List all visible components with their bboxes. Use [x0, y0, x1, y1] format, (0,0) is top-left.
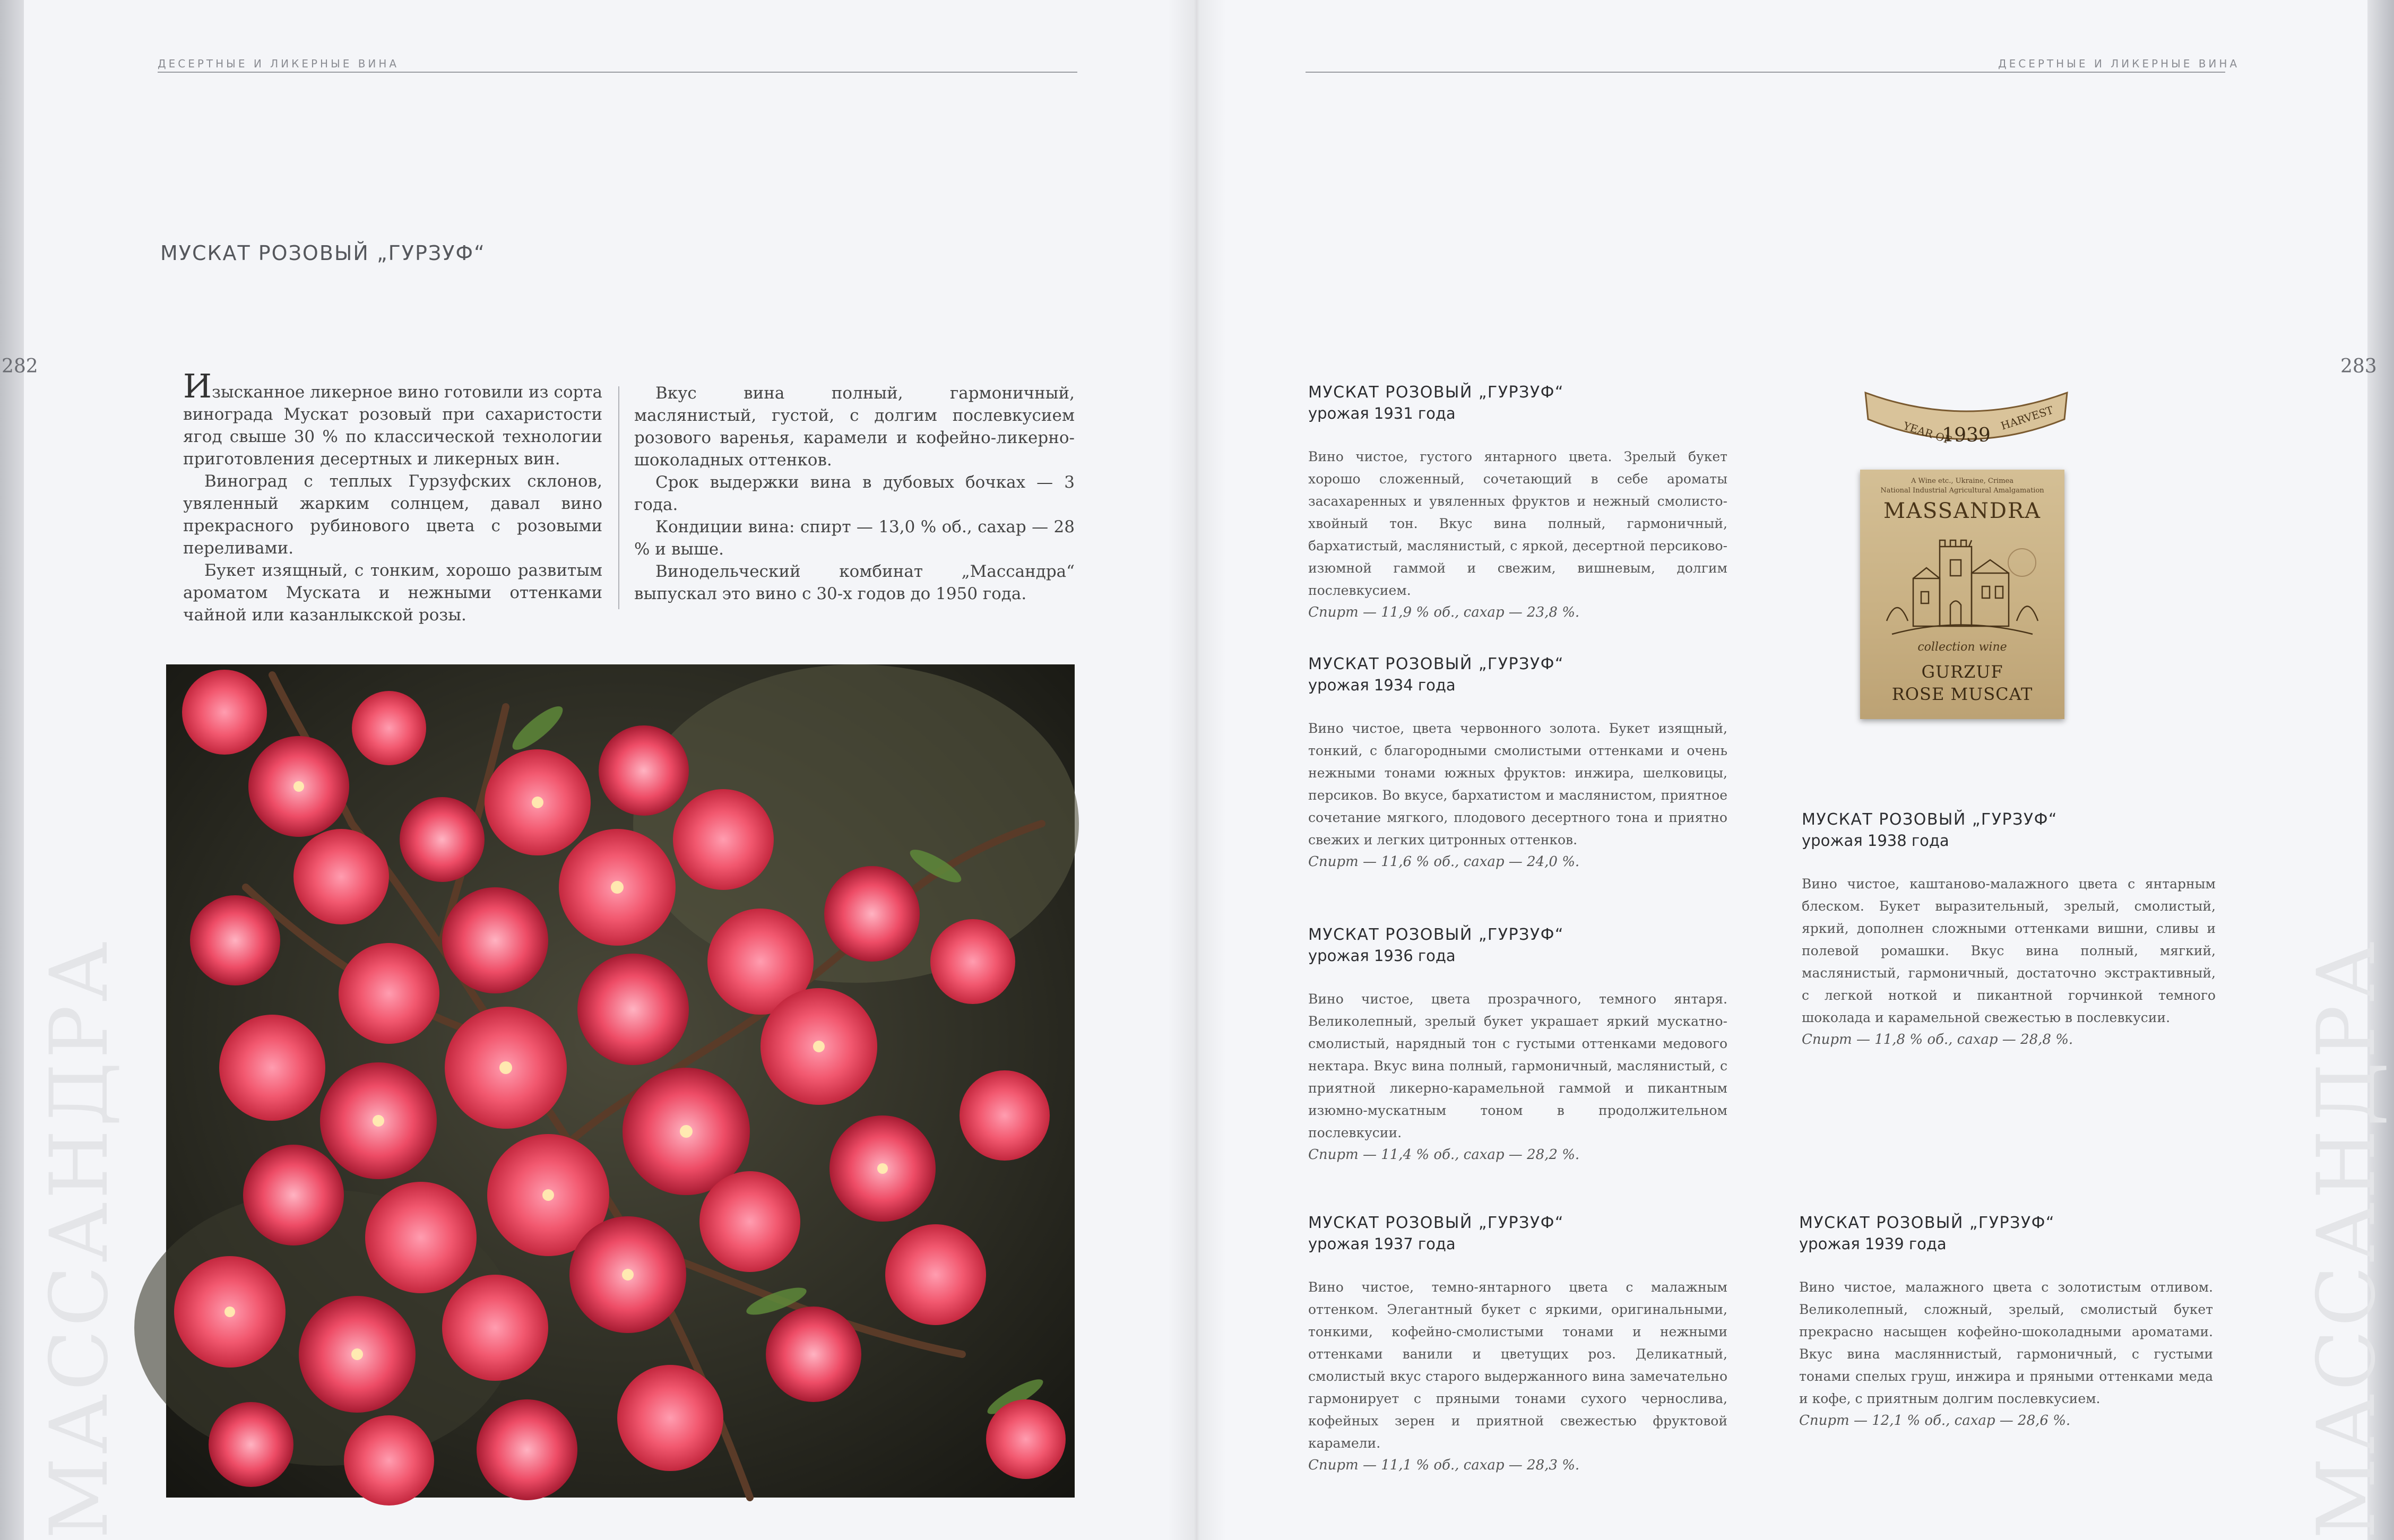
vintage-stats: Спирт — 11,9 % об., сахар — 23,8 %.: [1308, 604, 1580, 620]
vintage-stats: Спирт — 11,1 % об., сахар — 28,3 %.: [1308, 1457, 1580, 1473]
intro-paragraph-3: Букет изящный, с тонким, хорошо развитым ароматом Муската и нежными оттенками чайной или казанлыкской розы.: [183, 561, 602, 625]
column-divider: [618, 386, 619, 609]
vintage-1936: [1308, 924, 1727, 1165]
vintage-1931: [1308, 382, 1727, 623]
running-head-right: ДЕСЕРТНЫЕ И ЛИКЕРНЫЕ ВИНА: [1998, 57, 2240, 70]
dropcap: И: [183, 367, 212, 405]
vintage-title: МУСКАТ РОЗОВЫЙ „ГУРЗУФ“: [1802, 810, 2058, 829]
vintage-title: МУСКАТ РОЗОВЫЙ „ГУРЗУФ“: [1308, 925, 1564, 944]
vintage-1937: [1308, 1213, 1727, 1476]
intro-paragraph-4: Вкус вина полный, гармоничный, маслянистый, густой, с долгим послевкусием розового варенья, карамели и кофейно-ликерно-шоколадных оттенков.: [634, 384, 1075, 470]
vintage-1934: [1308, 654, 1727, 872]
label-small-text: A Wine etc., Ukraine, Crimea: [1911, 477, 2013, 485]
page-number-right: 283: [2340, 356, 2377, 377]
pink-blossom-photo: [166, 664, 1075, 1498]
vintage-stats: Спирт — 11,4 % об., сахар — 28,2 %.: [1308, 1147, 1580, 1163]
vintage-stats: Спирт — 12,1 % об., сахар — 28,6 %.: [1799, 1413, 2071, 1429]
label-small-subtext: National Industrial Agricultural Amalgamation: [1880, 487, 2044, 495]
intro-paragraph-1-text: зысканное ликерное вино готовили из сорта винограда Мускат розовый при сахаристости ягод свыше 30 % по классической технологии приготовления десертных и ликерных вин.: [183, 383, 602, 469]
vertical-title-right: МАССАНДРА: [2301, 938, 2393, 1539]
intro-paragraph-1: [183, 367, 602, 470]
right-page: [1197, 0, 2393, 1540]
intro-column-2: [634, 382, 1075, 605]
intro-paragraph-2: Виноград с теплых Гурзуфских склонов, увяленный жарким солнцем, давал вино прекрасного рубинового цвета с розовыми переливами.: [183, 472, 602, 558]
vintage-year: урожая 1939 года: [1799, 1235, 1947, 1253]
ribbon-year: 1939: [1942, 425, 1991, 446]
vintage-title: МУСКАТ РОЗОВЫЙ „ГУРЗУФ“: [1799, 1214, 2055, 1232]
intro-paragraph-5: Срок выдержки вина в дубовых бочках — 3 года.: [634, 473, 1075, 514]
vintage-description: Вино чистое, темно-янтарного цвета с малажным оттенком. Элегантный букет с яркими, оригинальными, тонкими, кофейно-смолистыми тонами и нежными оттенками ванили и цветущих роз. Деликатный, смолистый вкус старого выдержанного вина замечательно гармонирует с пряными тонами сухого чернослива, кофейных зерен и приятной свежестью фруктовой карамели.: [1308, 1279, 1727, 1451]
vertical-title-left: МАССАНДРА: [33, 938, 126, 1539]
ribbon-harvest: HARVEST: [1999, 403, 2055, 432]
intro-column-1: [183, 367, 602, 626]
section-title: МУСКАТ РОЗОВЫЙ „ГУРЗУФ“: [160, 241, 486, 265]
year-ribbon-label: [1860, 382, 2072, 462]
vintage-description: Вино чистое, малажного цвета с золотистым отливом. Великолепный, сложный, зрелый, смолистый букет прекрасно насыщен кофейно-шоколадными ароматами. Вкус вина масляннистый, гармоничный, с густыми тонами спелых груш, инжира и пряными оттенками меда и кофе, с приятным долгим послевкусием.: [1799, 1279, 2213, 1406]
label-name-rose-muscat: ROSE MUSCAT: [1891, 684, 2033, 704]
vintage-1938: [1802, 809, 2216, 1050]
vintage-1939: [1799, 1213, 2213, 1431]
label-brand: MASSANDRA: [1883, 499, 2041, 523]
vintage-title: МУСКАТ РОЗОВЫЙ „ГУРЗУФ“: [1308, 1214, 1564, 1232]
header-rule-left: [158, 72, 1077, 73]
vintage-year: урожая 1938 года: [1802, 832, 1949, 850]
vintage-year: урожая 1937 года: [1308, 1235, 1456, 1253]
intro-paragraph-7: Винодельческий комбинат „Массандра“ выпускал это вино с 30-х годов до 1950 года.: [634, 562, 1075, 603]
castle-engraving-icon: [1881, 531, 2043, 637]
page-number-left: 282: [2, 356, 38, 377]
vintage-description: Вино чистое, каштаново-малажного цвета с янтарным блеском. Букет выразительный, зрелый, смолистый, яркий, дополнен сложными оттенками вишни, сливы и полевой ромашки. Вкус вина полный, мягкий, маслянистый, гармоничный, достаточно экстрактивный, с легкой ноткой и пикантной горчинкой темного шоколада и карамельной свежестью в послевкусии.: [1802, 876, 2216, 1025]
left-book-edge: [0, 0, 24, 1540]
vintage-year: урожая 1936 года: [1308, 947, 1456, 965]
vintage-year: урожая 1931 года: [1308, 404, 1456, 422]
vintage-title: МУСКАТ РОЗОВЫЙ „ГУРЗУФ“: [1308, 383, 1564, 402]
vintage-stats: Спирт — 11,6 % об., сахар — 24,0 %.: [1308, 854, 1580, 870]
vintage-description: Вино чистое, цвета прозрачного, темного янтаря. Великолепный, зрелый букет украшает яркий мускатно-смолистый, нарядный тон с густыми оттенками медового нектара. Вкус вина полный, гармоничный, маслянистый, с приятной ликерно-карамельной гаммой и пикантным изюмно-мускатным тоном в продолжительном послевкусии.: [1308, 991, 1727, 1140]
massandra-bottle-label: [1860, 470, 2064, 719]
vintage-year: урожая 1934 года: [1308, 676, 1456, 694]
vintage-description: Вино чистое, цвета червонного золота. Букет изящный, тонкий, с благородными смолистыми оттенками и очень нежными тонами южных фруктов: инжира, шелковицы, персиков. Во вкусе, бархатистом и маслянистом, приятное сочетание мягкого, плодового десертного тона и приятно свежих и легких цитронных оттенков.: [1308, 721, 1727, 847]
running-head-left: ДЕСЕРТНЫЕ И ЛИКЕРНЫЕ ВИНА: [158, 57, 400, 70]
header-rule-right: [1306, 72, 2225, 73]
ribbon-year-of: YEAR OF: [1902, 419, 1954, 447]
label-collection: collection wine: [1917, 641, 2007, 654]
vintage-description: Вино чистое, густого янтарного цвета. Зрелый букет хорошо сложенный, сочетающий в себе ароматы засахаренных и увяленных фруктов и нежный смолисто-хвойный тон. Вкус вина полный, гармоничный, бархатистый, маслянистый, с яркой, десертной персиково-изюмной гаммой и свежим, вишневым, долгим послевкусием.: [1308, 449, 1727, 598]
intro-paragraph-6: Кондиции вина: спирт — 13,0 % об., сахар — 28 % и выше.: [634, 517, 1075, 559]
vintage-title: МУСКАТ РОЗОВЫЙ „ГУРЗУФ“: [1308, 655, 1564, 673]
left-page: [2, 0, 1197, 1540]
label-name-gurzuf: GURZUF: [1921, 662, 2003, 682]
vintage-stats: Спирт — 11,8 % об., сахар — 28,8 %.: [1802, 1032, 2073, 1048]
